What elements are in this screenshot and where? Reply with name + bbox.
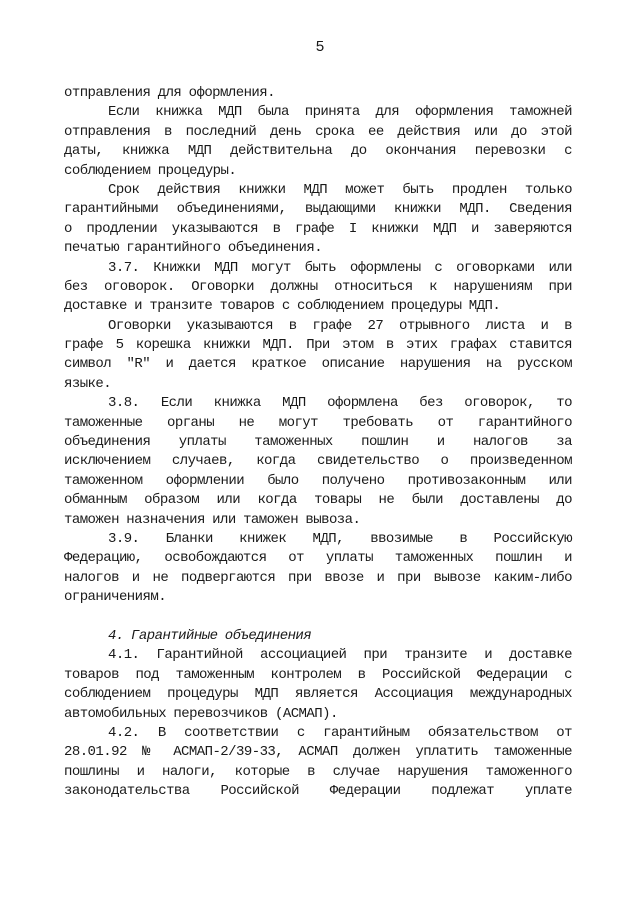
text-line: отправления в последний день срока ее действия или до этой xyxy=(64,123,572,140)
text-line: таможенном оформлении было получено противозаконным или xyxy=(64,472,572,489)
text-line: соблюдением процедуры МДП является Ассоциация международных xyxy=(64,686,572,703)
text-line: исключением случаев, когда свидетельство о произведенном xyxy=(64,453,572,470)
text-line: доставке и транзите товаров с соблюдением процедуры МДП. xyxy=(64,298,501,315)
text-line: без оговорок. Оговорки должны относиться к нарушениям при xyxy=(64,278,572,295)
text-line: 4.2. В соответствии с гарантийным обязательством от xyxy=(108,724,572,741)
paragraph-gap xyxy=(64,608,572,627)
text-line: 3.8. Если книжка МДП оформлена без оговорок, то xyxy=(108,395,572,412)
text-line: 3.7. Книжки МДП могут быть оформлены с оговорками или xyxy=(108,259,572,276)
text-line: Срок действия книжки МДП может быть продлен только xyxy=(108,181,572,198)
text-line: Федерацию, освобождаются от уплаты таможенных пошлин и xyxy=(64,550,572,567)
text-line: объединения уплаты таможенных пошлин и налогов за xyxy=(64,434,572,451)
text-line: графе 5 корешка книжки МДП. При этом в этих графах ставится xyxy=(64,337,572,354)
text-line: печатью гарантийного объединения. xyxy=(64,240,323,257)
document-body xyxy=(64,84,572,801)
text-line: Оговорки указываются в графе 27 отрывного листа и в xyxy=(108,317,572,334)
text-line: символ "R" и дается краткое описание нарушения на русском xyxy=(64,356,572,373)
page-number: 5 xyxy=(315,39,325,56)
text-line: о продлении указываются в графе I книжки МДП и заверяются xyxy=(64,220,572,237)
text-line: соблюдением процедуры. xyxy=(64,162,237,179)
text-line: языке. xyxy=(64,375,112,392)
text-line: налогов и не подвергаются при ввозе и при вывозе каким-либо xyxy=(64,569,572,586)
text-line: автомобильных перевозчиков (АСМАП). xyxy=(64,705,338,722)
text-line: 4.1. Гарантийной ассоциацией при транзите и доставке xyxy=(108,647,572,664)
text-line: 28.01.92 № АСМАП-2/39-33, АСМАП должен уплатить таможенные xyxy=(64,744,572,761)
section-heading: 4. Гарантийные объединения xyxy=(108,627,312,644)
text-line: пошлины и налоги, которые в случае нарушения таможенного xyxy=(64,763,572,780)
text-line: Если книжка МДП была принята для оформления таможней xyxy=(108,104,572,121)
text-line: законодательства Российской Федерации подлежат уплате xyxy=(64,783,572,800)
text-line: отправления для оформления. xyxy=(64,85,275,101)
text-line: даты, книжка МДП действительна до окончания перевозки с xyxy=(64,143,572,160)
text-line: таможенные органы не могут требовать от гарантийного xyxy=(64,414,572,431)
text-line: 3.9. Бланки книжек МДП, ввозимые в Российскую xyxy=(108,530,572,547)
text-line: таможен назначения или таможен вывоза. xyxy=(64,511,361,528)
text-line: ограничениям. xyxy=(64,589,167,606)
text-line: товаров под таможенным контролем в Российской Федерации с xyxy=(64,666,572,683)
text-line: гарантийными объединениями, выдающими книжки МДП. Сведения xyxy=(64,201,572,218)
text-line: обманным образом или когда товары не были доставлены до xyxy=(64,492,572,509)
